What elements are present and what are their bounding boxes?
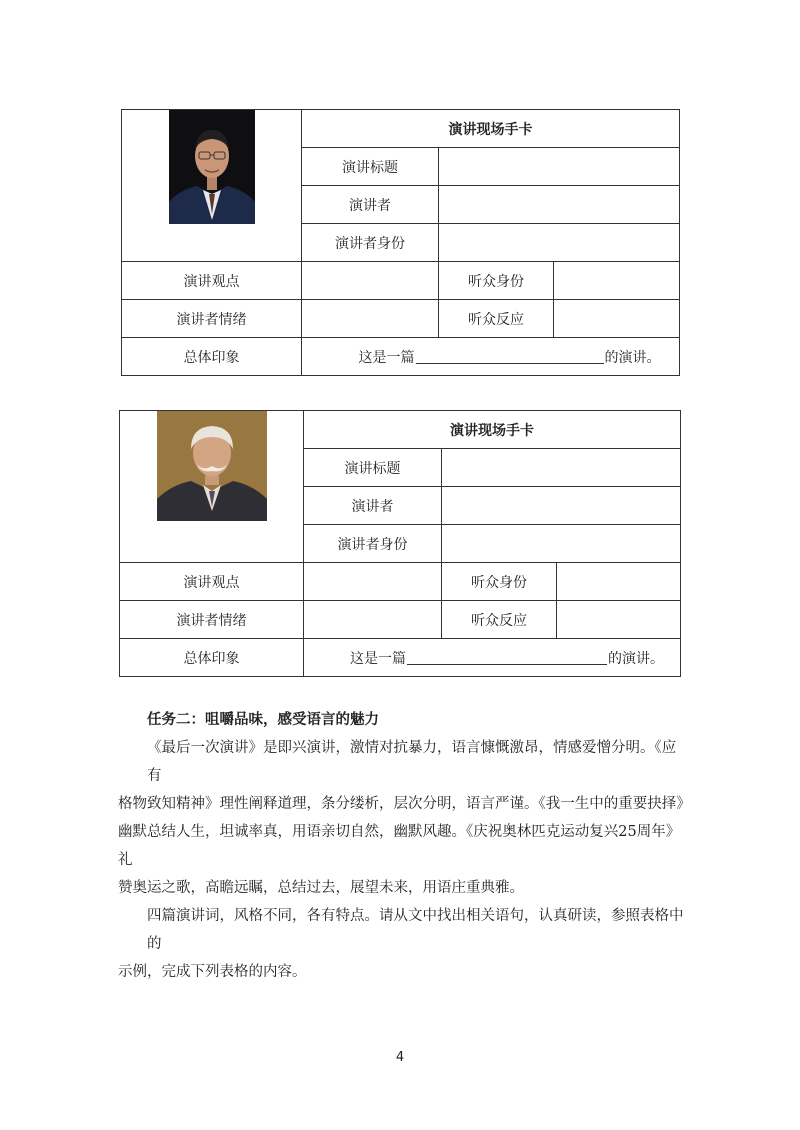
label-speaker: 演讲者 [304,487,442,525]
impression-line [304,639,681,677]
impression-line [302,338,680,376]
field-speech-title[interactable] [439,148,680,186]
impression-blank[interactable] [407,649,607,665]
label-viewpoint: 演讲观点 [120,563,304,601]
label-speech-title: 演讲标题 [304,449,442,487]
field-speaker-identity[interactable] [439,224,680,262]
portrait-cell [120,411,304,563]
field-viewpoint[interactable] [304,563,442,601]
paragraph-line: 《最后一次演讲》是即兴演讲，激情对抗暴力，语言慷慨激昂，情感爱憎分明。《应有 [147,740,677,784]
field-audience-reaction[interactable] [554,300,680,338]
label-viewpoint: 演讲观点 [122,262,302,300]
paragraph-line: 四篇演讲词，风格不同，各有特点。请从文中找出相关语句，认真研读，参照表格中的 [147,908,684,952]
label-speaker-identity: 演讲者身份 [304,525,442,563]
impression-suffix: 的演讲。 [604,349,661,366]
field-speaker-emotion[interactable] [304,601,442,639]
paragraph-line: 幽默总结人生，坦诚率真，用语亲切自然，幽默风趣。《庆祝奥林匹克运动复兴25周年》礼 [118,824,681,868]
field-audience-reaction[interactable] [557,601,681,639]
paragraph-line: 示例，完成下列表格的内容。 [118,964,307,980]
speaker-portrait-1 [169,110,255,224]
card-title: 演讲现场手卡 [304,411,681,449]
label-overall-impression: 总体印象 [122,338,302,376]
label-speaker-emotion: 演讲者情绪 [120,601,304,639]
label-overall-impression: 总体印象 [120,639,304,677]
field-speaker[interactable] [439,186,680,224]
field-speaker[interactable] [442,487,681,525]
field-audience-identity[interactable] [554,262,680,300]
task-paragraph-1 [118,734,691,902]
impression-blank[interactable] [416,348,604,364]
field-viewpoint[interactable] [302,262,439,300]
label-audience-reaction: 听众反应 [439,300,554,338]
task-section [118,706,691,986]
label-speaker-emotion: 演讲者情绪 [122,300,302,338]
field-speaker-identity[interactable] [442,525,681,563]
page-number: 4 [395,1050,405,1065]
impression-suffix: 的演讲。 [608,650,664,667]
label-audience-identity: 听众身份 [442,563,557,601]
field-speech-title[interactable] [442,449,681,487]
label-speaker-identity: 演讲者身份 [302,224,439,262]
speaker-portrait-2 [157,411,267,521]
field-audience-identity[interactable] [557,563,681,601]
paragraph-line: 格物致知精神》理性阐释道理，条分缕析，层次分明，语言严谨。《我一生中的重要抉择》 [118,796,691,812]
card-title: 演讲现场手卡 [302,110,680,148]
label-speaker: 演讲者 [302,186,439,224]
field-speaker-emotion[interactable] [302,300,439,338]
speech-card-1 [121,109,680,376]
label-speech-title: 演讲标题 [302,148,439,186]
label-audience-identity: 听众身份 [439,262,554,300]
label-audience-reaction: 听众反应 [442,601,557,639]
task-paragraph-2 [118,902,688,986]
impression-prefix: 这是一篇 [358,349,415,366]
paragraph-line: 赞奥运之歌，高瞻远瞩，总结过去，展望未来，用语庄重典雅。 [118,880,524,896]
task-heading: 任务二：咀嚼品味，感受语言的魅力 [147,712,379,728]
speech-card-2 [119,410,681,677]
portrait-cell [122,110,302,262]
impression-prefix: 这是一篇 [350,650,406,667]
